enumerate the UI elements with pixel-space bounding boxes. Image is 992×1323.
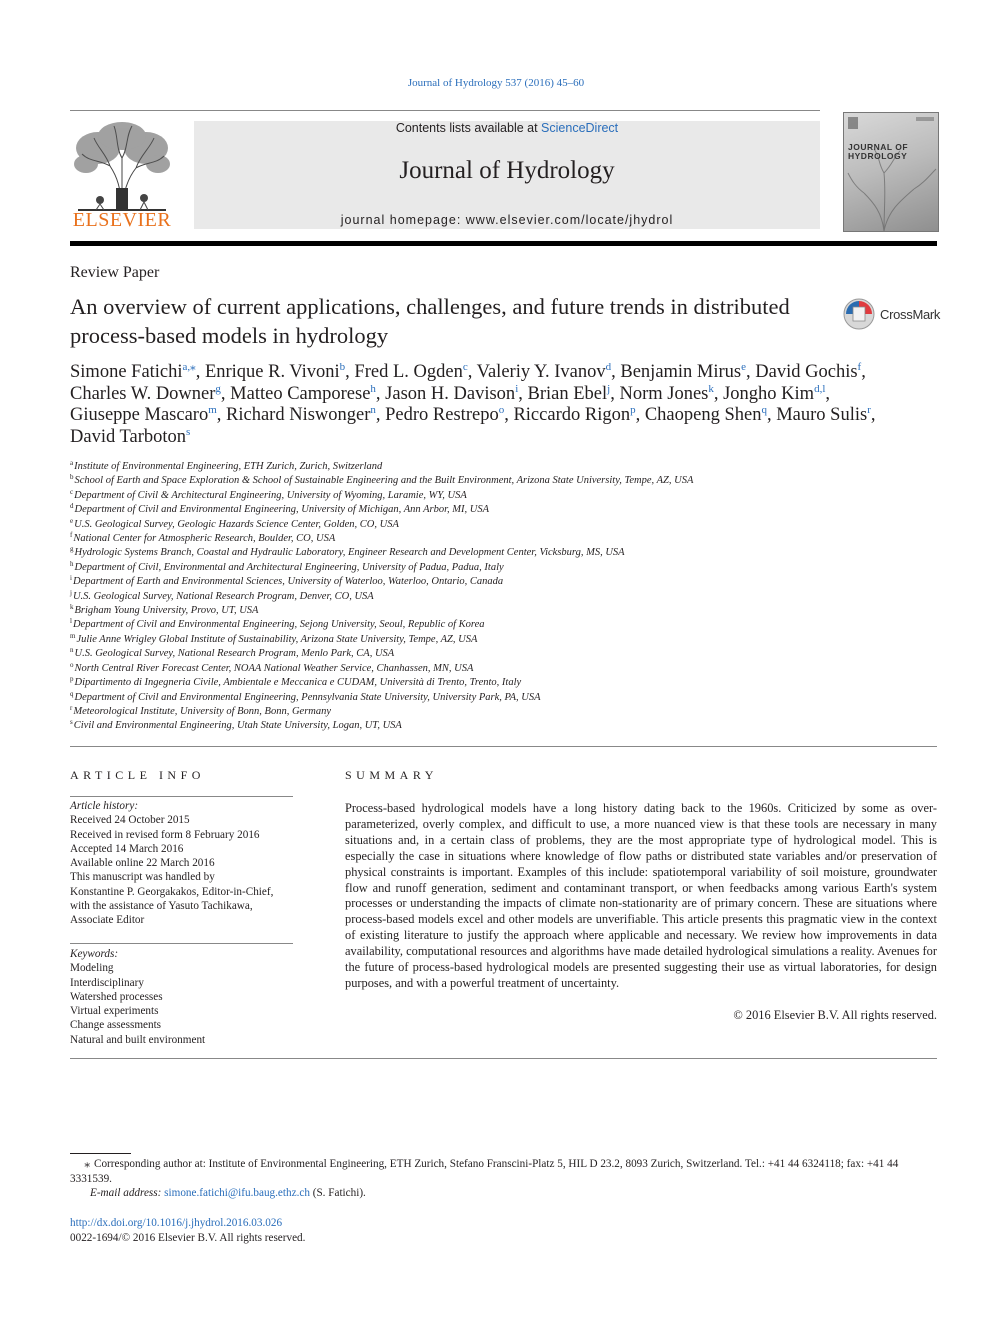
author-affiliation-marker[interactable]: o — [498, 404, 505, 416]
affiliation-key: e — [70, 516, 74, 525]
author-affiliation-marker[interactable]: j — [607, 382, 611, 395]
summary-heading: SUMMARY — [345, 768, 438, 782]
doi-link[interactable]: http://dx.doi.org/10.1016/j.jhydrol.2016.03.026 — [70, 1217, 283, 1229]
affiliation-text: School of Earth and Space Exploration & School of Sustainable Engineering and the Built Environment, Arizona State University, Tempe, AZ, USA — [74, 475, 694, 487]
affiliation-key: m — [70, 631, 76, 640]
author-affiliation-marker[interactable]: e — [741, 361, 747, 373]
affiliation-item — [70, 676, 940, 690]
homepage-prefix: journal homepage: — [340, 213, 466, 227]
author-affiliation-marker[interactable]: b — [339, 361, 346, 373]
affiliation-item — [70, 604, 940, 618]
affiliation-key: r — [70, 703, 73, 712]
history-item: Available online 22 March 2016 — [70, 857, 215, 870]
author-name-text[interactable]: Brian Ebel — [527, 383, 608, 404]
author-name-text[interactable]: Benjamin Mirus — [620, 362, 742, 382]
affiliation-text: Department of Civil, Environmental and Architectural Engineering, University of Padua, Padua, Italy — [74, 561, 504, 573]
history-item: Konstantine P. Georgakakos, Editor-in-Chief, — [70, 885, 274, 898]
author-separator: , — [766, 405, 777, 425]
keyword-item: Watershed processes — [70, 990, 163, 1003]
author-affiliation-marker[interactable]: k — [708, 382, 714, 395]
affiliation-item — [70, 575, 940, 589]
email-label: E-mail address: — [90, 1187, 162, 1199]
author-name[interactable] — [385, 384, 518, 404]
author-name[interactable] — [620, 362, 746, 382]
email-suffix: (S. Fatichi). — [309, 1187, 366, 1199]
author-name-text[interactable]: Jongho Kim — [723, 383, 815, 404]
author-separator: , — [610, 383, 620, 404]
keyword-item: Natural and built environment — [70, 1033, 206, 1046]
author-list — [70, 362, 940, 448]
author-name-text[interactable]: Pedro Restrepo — [385, 405, 499, 425]
affiliation-item — [70, 474, 940, 488]
affiliation-item — [70, 503, 940, 517]
corresponding-mark: ⁎ — [84, 1158, 90, 1170]
author-name[interactable] — [477, 362, 611, 382]
affiliation-text: Department of Civil & Architectural Engineering, University of Wyoming, Laramie, WY, USA — [74, 489, 467, 501]
keyword-item: Virtual experiments — [70, 1005, 159, 1018]
affiliation-item — [70, 561, 940, 575]
author-affiliation-marker[interactable]: q — [761, 404, 767, 416]
affiliation-item — [70, 662, 940, 676]
author-name-text[interactable]: Chaopeng Shen — [644, 405, 762, 425]
crossmark-label: CrossMark — [880, 307, 941, 322]
top-rule — [70, 110, 820, 111]
journal-citation[interactable] — [0, 77, 992, 89]
author-name-text[interactable]: Charles W. Downer — [70, 383, 216, 404]
affiliation-item — [70, 532, 940, 546]
author-name-text[interactable]: Fred L. Ogden — [354, 362, 463, 382]
crossmark-badge[interactable] — [843, 298, 941, 334]
elsevier-wordmark: ELSEVIER — [72, 209, 172, 231]
author-name-text[interactable]: Riccardo Rigon — [513, 405, 631, 425]
author-name[interactable] — [205, 362, 345, 382]
author-separator: , — [216, 405, 227, 425]
history-item: Associate Editor — [70, 914, 145, 927]
affiliation-text: Hydrologic Systems Branch, Coastal and Hydraulic Laboratory, Engineer Research and Development Center, Vicksburg, MS, USA — [74, 547, 625, 559]
affiliation-text: Julie Anne Wrigley Global Institute of Sustainability, Arizona State University, Tempe, AZ, USA — [76, 633, 478, 645]
author-name[interactable] — [226, 405, 376, 425]
affiliation-key: l — [70, 617, 72, 626]
summary-copyright: © 2016 Elsevier B.V. All rights reserved. — [733, 1008, 937, 1022]
affiliation-text: Department of Earth and Environmental Sciences, University of Waterloo, Waterloo, Ontario, Canada — [72, 576, 504, 588]
author-name-text[interactable]: Simone Fatichi — [70, 362, 183, 382]
issn-line: 0022-1694/© 2016 Elsevier B.V. All rights reserved. — [70, 1232, 306, 1244]
homepage-line — [194, 213, 820, 227]
affiliation-item — [70, 546, 940, 560]
author-name[interactable] — [354, 362, 467, 382]
author-separator: , — [518, 383, 528, 404]
affiliation-key: i — [70, 574, 72, 583]
author-affiliation-marker[interactable]: i — [515, 382, 519, 395]
affiliation-item — [70, 633, 940, 647]
history-item: This manuscript was handled by — [70, 871, 215, 884]
author-name[interactable] — [230, 384, 376, 404]
keywords-rule — [70, 943, 293, 944]
section-rule — [70, 746, 937, 747]
article-history — [70, 799, 293, 928]
author-separator: , — [375, 383, 386, 404]
header-thick-rule — [70, 241, 937, 246]
corresponding-text: Corresponding author at: Institute of Environmental Engineering, ETH Zurich, Stefano Franscini-Platz 5, HIL D 23.2, 8093 Zurich, Switzerland. Tel.: +41 44 6324118; fax: +41 44 3331539. — [70, 1158, 899, 1185]
affiliation-text: Meteorological Institute, University of Bonn, Bonn, Germany — [73, 705, 332, 717]
affiliation-key: c — [70, 487, 74, 496]
author-name[interactable] — [755, 362, 861, 382]
author-name[interactable] — [70, 362, 196, 382]
affiliation-key: s — [70, 718, 73, 727]
author-name[interactable] — [619, 384, 713, 404]
keyword-item: Interdisciplinary — [70, 976, 144, 989]
author-affiliation-marker[interactable]: n — [370, 404, 376, 416]
author-affiliation-marker[interactable]: s — [186, 425, 191, 438]
author-name-text[interactable]: David Tarboton — [70, 426, 187, 447]
author-separator: , — [713, 383, 724, 404]
affiliation-text: Civil and Environmental Engineering, Utah State University, Logan, UT, USA — [73, 720, 402, 732]
history-item: Received 24 October 2015 — [70, 814, 190, 827]
journal-banner — [194, 121, 820, 229]
contents-prefix: Contents lists available at — [395, 121, 542, 135]
author-affiliation-marker[interactable]: d,l — [814, 382, 826, 395]
author-name[interactable] — [70, 427, 190, 447]
article-title: An overview of current applications, challenges, and future trends in distributed process-based models in hydrology — [70, 294, 790, 348]
author-name[interactable] — [70, 405, 217, 425]
affiliation-key: p — [70, 675, 74, 684]
author-separator: , — [220, 383, 231, 404]
affiliation-text: North Central River Forecast Center, NOAA National Weather Service, Chanhassen, MN, USA — [74, 662, 474, 674]
author-affiliation-marker[interactable]: h — [370, 382, 376, 395]
affiliation-text: Institute of Environmental Engineering, ETH Zurich, Zurich, Switzerland — [74, 461, 383, 472]
author-name-text[interactable]: Valeriy Y. Ivanov — [476, 362, 606, 382]
author-separator: , — [345, 362, 355, 382]
contents-line — [194, 121, 820, 135]
affiliation-key: o — [70, 660, 74, 669]
affiliation-key: h — [70, 559, 74, 568]
author-separator: , — [467, 362, 477, 382]
author-name-text[interactable]: Mauro Sulis — [776, 405, 868, 425]
affiliation-item — [70, 719, 940, 733]
cover-tree-image — [844, 113, 938, 231]
author-separator: , — [861, 362, 866, 382]
author-name[interactable] — [776, 405, 871, 425]
author-name-text[interactable]: Norm Jones — [619, 383, 709, 404]
affiliation-key: n — [70, 646, 74, 655]
author-name-text[interactable]: Jason H. Davison — [385, 383, 516, 404]
summary-text: Process-based hydrological models have a long history dating back to the 1960s. Criticized by some as over-parameterized, overly complex, and difficult to use, a more nuanced view is that these tools are necessary in many situations and, in a certain class of problems, they are the most appropriate type of hydrological model. This is especially the case in situations where knowledge of flow paths or distributed state variables and/or preservation of physical constraints is important. Examples of this include: spatiotemporal variability of soil moisture, groundwater flow and runoff generation, sediment and contaminant transport, or when feedbacks among various Earth's system processes or understanding the impacts of climate non-stationarity are of primary concern. These are situations where process-based models excel and other models are unverifiable. This article presents this pragmatic view in the context of existing literature to justify the approach where applicable and necessary. We review how improvements in data availability, computational resources and algorithms have made detailed hydrological simulations a reality. Avenues for the future of process-based hydrological models are presented suggesting their use as virtual laboratories, for design purposes, and with a powerful treatment of uncertainty. — [345, 801, 937, 990]
history-list — [70, 813, 293, 927]
affiliation-key: a — [70, 459, 74, 467]
footnote-rule — [70, 1153, 131, 1154]
affiliation-item — [70, 618, 940, 632]
author-name-text[interactable]: Richard Niswonger — [226, 405, 371, 425]
affiliation-item — [70, 705, 940, 719]
author-name[interactable] — [513, 405, 635, 425]
bottom-rule — [70, 1058, 937, 1059]
author-name[interactable] — [723, 384, 825, 404]
email-line — [90, 1187, 366, 1199]
author-name[interactable] — [70, 384, 221, 404]
affiliation-list — [70, 460, 940, 734]
email-link[interactable]: simone.fatichi@ifu.baug.ethz.ch — [164, 1187, 310, 1199]
author-name[interactable] — [645, 405, 767, 425]
author-name[interactable] — [528, 384, 611, 404]
keywords-list — [70, 961, 293, 1047]
author-separator: , — [504, 405, 514, 425]
history-label: Article history: — [70, 800, 139, 812]
author-name-text[interactable]: Matteo Camporese — [230, 383, 371, 404]
affiliation-key: k — [70, 603, 74, 612]
author-name-text[interactable]: Giuseppe Mascaro — [70, 405, 209, 425]
affiliation-text: National Center for Atmospheric Research, Boulder, CO, USA — [73, 533, 336, 545]
affiliation-text: Department of Civil and Environmental Engineering, Pennsylvania State University, University Park, PA, USA — [74, 691, 541, 703]
affiliation-text: U.S. Geological Survey, Geologic Hazards Science Center, Golden, CO, USA — [74, 518, 399, 530]
affiliation-item — [70, 518, 940, 532]
affiliation-text: U.S. Geological Survey, National Research Program, Denver, CO, USA — [72, 590, 374, 602]
affiliation-item — [70, 691, 940, 705]
author-separator: , — [195, 362, 205, 382]
keyword-item: Change assessments — [70, 1019, 162, 1032]
cover-title: JOURNAL OF HYDROLOGY — [848, 142, 909, 161]
affiliation-text: U.S. Geological Survey, National Research Program, Menlo Park, CA, USA — [74, 648, 395, 660]
affiliation-text: Department of Civil and Environmental Engineering, University of Michigan, Ann Arbor, MI, USA — [74, 504, 490, 516]
affiliation-key: d — [70, 502, 74, 511]
corresponding-author-note — [70, 1157, 937, 1186]
author-separator: , — [746, 362, 756, 382]
affiliation-text: Dipartimento di Ingegneria Civile, Ambientale e Meccanica e CUDAM, Università di Trento, Trento, Italy — [74, 677, 522, 689]
author-affiliation-marker[interactable]: r — [867, 404, 871, 416]
journal-cover-thumbnail[interactable] — [843, 112, 939, 232]
author-separator: , — [825, 383, 831, 404]
keywords-label: Keywords: — [70, 948, 119, 960]
affiliation-text: Brigham Young University, Provo, UT, USA — [74, 605, 259, 617]
author-separator: , — [870, 405, 876, 425]
citation-text[interactable]: Journal of Hydrology 537 (2016) 45–60 — [407, 77, 585, 89]
affiliation-item — [70, 460, 940, 474]
article-info-heading: ARTICLE INFO — [70, 768, 205, 782]
history-item: Accepted 14 March 2016 — [70, 842, 184, 855]
author-affiliation-marker[interactable]: a,⁎ — [182, 361, 196, 373]
author-affiliation-marker[interactable]: m — [208, 404, 217, 416]
history-item: with the assistance of Yasuto Tachikawa, — [70, 900, 253, 913]
author-name-text[interactable]: David Gochis — [755, 362, 858, 382]
affiliation-key: g — [70, 545, 74, 554]
keywords-block — [70, 947, 293, 1047]
affiliation-item — [70, 590, 940, 604]
affiliation-key: q — [70, 689, 74, 698]
affiliation-item — [70, 489, 940, 503]
article-info-rule — [70, 796, 293, 797]
author-affiliation-marker[interactable]: d — [605, 361, 612, 373]
crossmark-icon — [843, 298, 875, 330]
affiliation-key: b — [70, 473, 74, 482]
affiliation-key: f — [70, 531, 73, 540]
homepage-url-link[interactable]: www.elsevier.com/locate/jhydrol — [465, 213, 674, 227]
history-item: Received in revised form 8 February 2016 — [70, 828, 260, 841]
author-affiliation-marker[interactable]: c — [462, 361, 468, 373]
affiliation-text: Department of Civil and Environmental Engineering, Sejong University, Seoul, Republic of Korea — [72, 619, 485, 631]
author-separator: , — [611, 362, 621, 382]
author-separator: , — [635, 405, 645, 425]
journal-name[interactable]: Journal of Hydrology — [399, 157, 615, 184]
author-affiliation-marker[interactable]: g — [215, 382, 221, 395]
author-name-text[interactable]: Enrique R. Vivoni — [204, 362, 340, 382]
paper-type: Review Paper — [70, 264, 160, 281]
author-separator: , — [375, 405, 386, 425]
sciencedirect-link[interactable]: ScienceDirect — [541, 121, 619, 135]
affiliation-item — [70, 647, 940, 661]
author-affiliation-marker[interactable]: p — [630, 404, 636, 416]
keyword-item: Modeling — [70, 962, 114, 975]
author-affiliation-marker[interactable]: f — [857, 361, 862, 373]
author-name[interactable] — [385, 405, 504, 425]
affiliation-key: j — [70, 588, 72, 597]
